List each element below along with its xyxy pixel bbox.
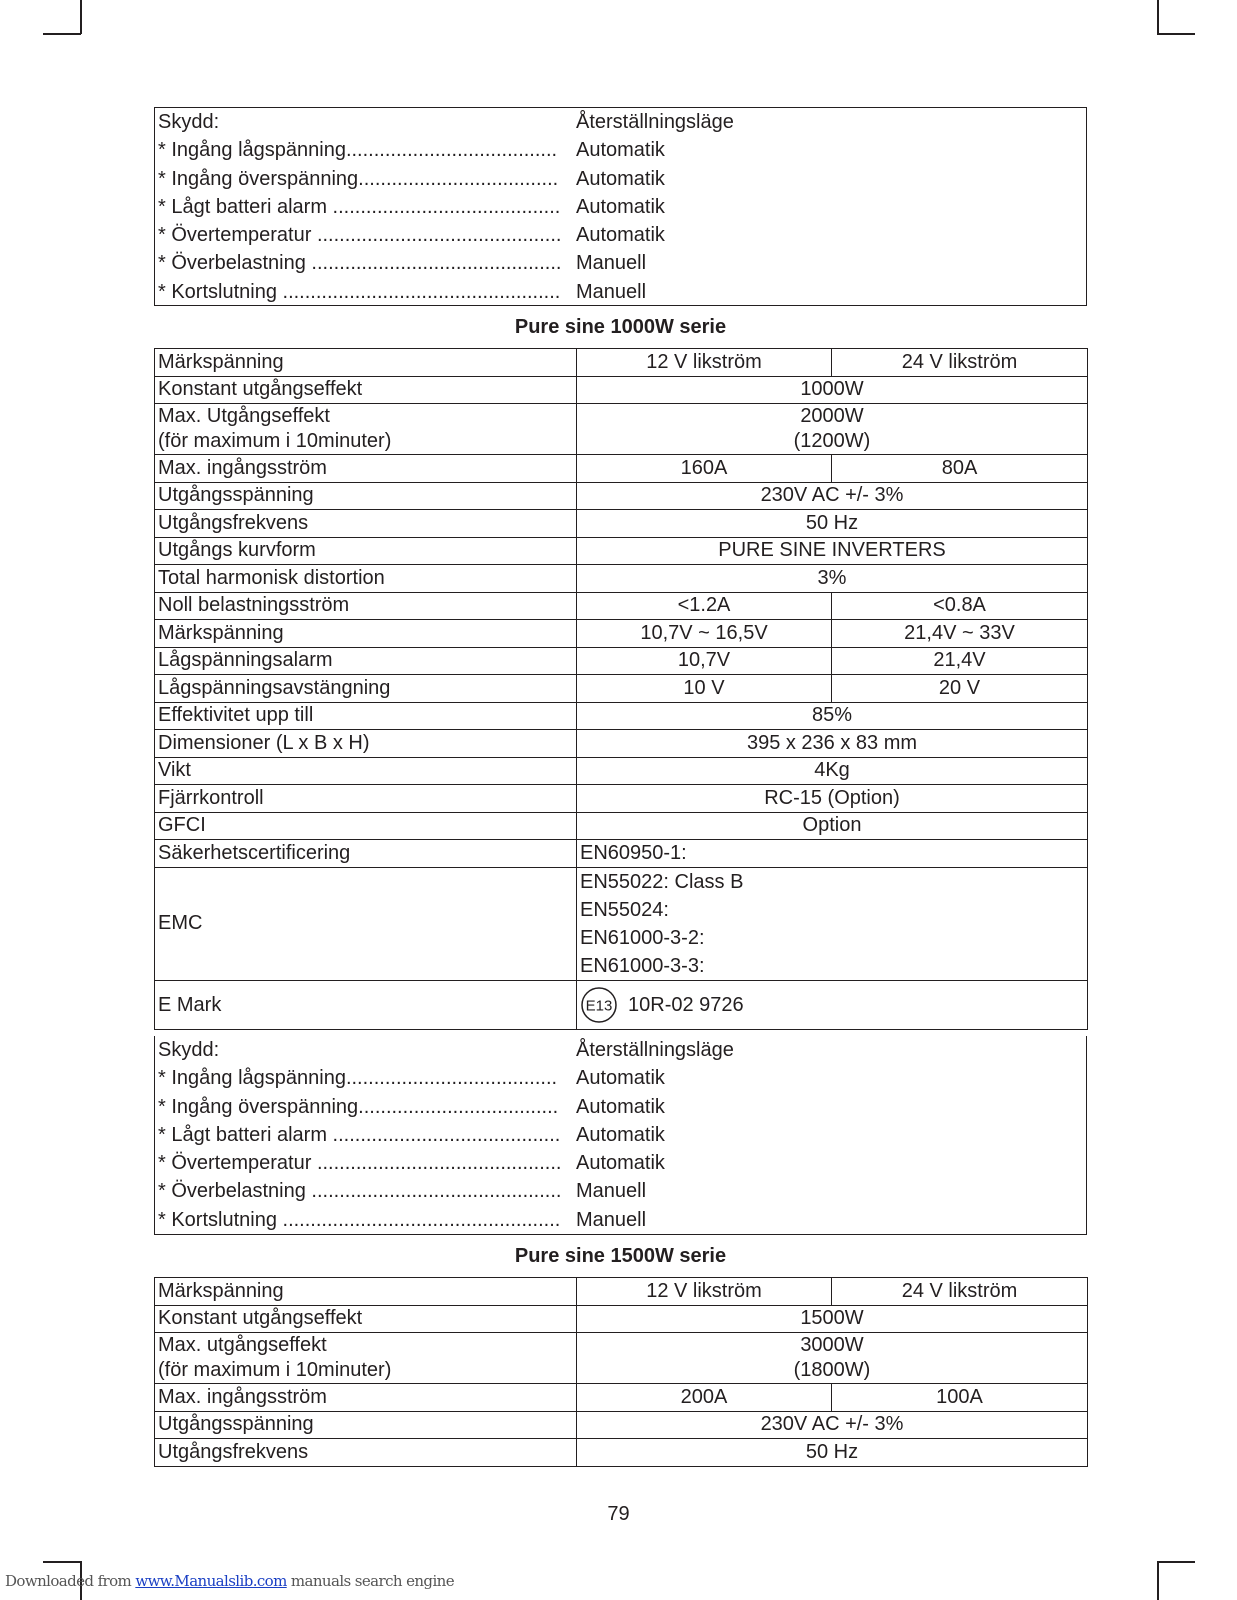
table-row (155, 840, 1088, 868)
spec-label: Noll belastningsström (155, 592, 577, 620)
protection-row (158, 278, 1083, 306)
table-row (155, 404, 1088, 455)
spec-value-12v: 12 V likström (577, 1278, 832, 1306)
spec-value: 395 x 236 x 83 mm (577, 730, 1088, 758)
protection-header (158, 1036, 1083, 1064)
crop-mark (80, 0, 82, 34)
protection-value: Automatik (576, 1123, 665, 1146)
spec-value-line: (1200W) (793, 430, 871, 452)
e-mark-icon (580, 986, 618, 1024)
protection-label: * Lågt batteri alarm ......................................... (158, 195, 561, 218)
protection-row (158, 1206, 1083, 1234)
table-row (155, 702, 1088, 730)
section-title-1000w: Pure sine 1000W serie (514, 316, 727, 338)
spec-label (155, 1333, 577, 1384)
spec-value: EN60950-1: (577, 840, 1088, 868)
spec-value-24v: 100A (832, 1384, 1088, 1412)
protection-block (154, 107, 1087, 306)
protection-label: * Ingång lågspänning...................................... (158, 139, 558, 162)
spec-label: Utgångsspänning (155, 1411, 577, 1439)
table-row (155, 482, 1088, 510)
protection-row (158, 1177, 1083, 1205)
spec-label: Fjärrkontroll (155, 785, 577, 813)
spec-value-12v: 160A (577, 455, 832, 483)
protection-row (158, 193, 1083, 221)
protection-value: Automatik (576, 1152, 665, 1175)
protection-value: Automatik (576, 195, 665, 218)
spec-value-24v: 21,4V ~ 33V (832, 620, 1088, 648)
spec-value (577, 404, 1088, 455)
protection-row (158, 1093, 1083, 1121)
table-row (155, 592, 1088, 620)
spec-label: E Mark (155, 981, 577, 1030)
spec-value: Option (577, 812, 1088, 840)
spec-value-12v: 10,7V ~ 16,5V (577, 620, 832, 648)
spec-table-1500w (154, 1277, 1087, 1467)
crop-mark (43, 33, 81, 35)
spec-value-24v: 21,4V (832, 647, 1088, 675)
manualslib-link[interactable]: www.Manualslib.com (135, 1572, 287, 1590)
table-row-emc (155, 867, 1088, 981)
protection-value: Automatik (576, 139, 665, 162)
spec-label: Märkspänning (155, 1278, 577, 1306)
spec-value (577, 1333, 1088, 1384)
protection-header (158, 108, 1083, 136)
spec-value: 1500W (577, 1305, 1088, 1333)
table-row (155, 1278, 1088, 1306)
spec-value-12v: 10 V (577, 675, 832, 703)
table-row (155, 376, 1088, 404)
emc-standard: EN61000-3-3: (580, 955, 705, 978)
table-row (155, 1384, 1088, 1412)
protection-value: Manuell (576, 1180, 647, 1203)
protection-label: * Ingång lågspänning...................................... (158, 1067, 558, 1090)
protection-value: Automatik (576, 224, 665, 247)
protection-value: Automatik (576, 1095, 665, 1118)
spec-label: EMC (155, 867, 577, 981)
protection-label: * Kortslutning .................................................. (158, 1208, 561, 1231)
spec-label: Säkerhetscertificering (155, 840, 577, 868)
table-row (155, 1411, 1088, 1439)
table-row (155, 647, 1088, 675)
protection-label: * Kortslutning .................................................. (158, 280, 561, 303)
protection-header-value: Återställningsläge (576, 1039, 734, 1061)
spec-label: Total harmonisk distortion (155, 565, 577, 593)
spec-value: 230V AC +/- 3% (577, 1411, 1088, 1439)
spec-value-24v: <0.8A (832, 592, 1088, 620)
spec-label: Utgångsfrekvens (155, 1439, 577, 1467)
emark-number: 10R-02 9726 (628, 993, 744, 1016)
spec-label: Max. ingångsström (155, 1384, 577, 1412)
spec-value-line: 3000W (800, 1334, 864, 1356)
page-number: 79 (607, 1503, 630, 1525)
crop-mark (1157, 1561, 1195, 1563)
protection-label: * Övertemperatur ............................................ (158, 1152, 562, 1175)
spec-label: Lågspänningsavstängning (155, 675, 577, 703)
spec-value-24v: 24 V likström (832, 1278, 1088, 1306)
table-row (155, 785, 1088, 813)
protection-header-label: Skydd: (158, 111, 220, 133)
protection-value: Automatik (576, 1067, 665, 1090)
table-row (155, 349, 1088, 377)
protection-label: * Ingång överspänning.................................... (158, 167, 559, 190)
spec-label-line: Max. utgångseffekt (158, 1334, 327, 1356)
spec-label: Utgångs kurvform (155, 537, 577, 565)
spec-label: Lågspänningsalarm (155, 647, 577, 675)
table-row (155, 1439, 1088, 1467)
spec-label: GFCI (155, 812, 577, 840)
spec-label: Vikt (155, 757, 577, 785)
table-row (155, 510, 1088, 538)
spec-value-12v: <1.2A (577, 592, 832, 620)
spec-value: 85% (577, 702, 1088, 730)
emc-standard: EN55022: Class B (580, 870, 744, 893)
spec-label (155, 404, 577, 455)
spec-value: 1000W (577, 376, 1088, 404)
protection-block (154, 1036, 1087, 1235)
spec-value-24v: 80A (832, 455, 1088, 483)
spec-label: Effektivitet upp till (155, 702, 577, 730)
crop-mark (43, 1561, 81, 1563)
spec-value-line: (1800W) (793, 1359, 871, 1381)
spec-label: Konstant utgångseffekt (155, 376, 577, 404)
table-row (155, 537, 1088, 565)
table-row (155, 620, 1088, 648)
protection-label: * Överbelastning ............................................. (158, 1180, 562, 1203)
spec-value: 50 Hz (577, 510, 1088, 538)
spec-value-12v: 200A (577, 1384, 832, 1412)
spec-value-12v: 12 V likström (577, 349, 832, 377)
table-row (155, 812, 1088, 840)
table-row-emark (155, 981, 1088, 1030)
table-row (155, 565, 1088, 593)
protection-row (158, 136, 1083, 164)
protection-header-label: Skydd: (158, 1039, 220, 1061)
protection-label: * Ingång överspänning.................................... (158, 1095, 559, 1118)
spec-label: Dimensioner (L x B x H) (155, 730, 577, 758)
crop-mark (1157, 0, 1159, 34)
spec-table-1000w (154, 348, 1087, 1030)
protection-label: * Övertemperatur ............................................ (158, 224, 562, 247)
spec-value-24v: 24 V likström (832, 349, 1088, 377)
protection-value: Manuell (576, 280, 647, 303)
protection-row (158, 1149, 1083, 1177)
crop-mark (1157, 33, 1195, 35)
protection-row (158, 249, 1083, 277)
table-row (155, 675, 1088, 703)
table-row (155, 1333, 1088, 1384)
emc-standard: EN55024: (580, 898, 669, 921)
spec-label: Utgångsfrekvens (155, 510, 577, 538)
emc-standard: EN61000-3-2: (580, 926, 705, 949)
spec-value: PURE SINE INVERTERS (577, 537, 1088, 565)
spec-label: Märkspänning (155, 349, 577, 377)
spec-label-line: Max. Utgångseffekt (158, 405, 330, 427)
spec-value-24v: 20 V (832, 675, 1088, 703)
section-title-1500w: Pure sine 1500W serie (514, 1245, 727, 1267)
footer-prefix: Downloaded from (5, 1572, 136, 1590)
emark-value-cell (577, 981, 1088, 1030)
spec-label: Max. ingångsström (155, 455, 577, 483)
spec-label: Konstant utgångseffekt (155, 1305, 577, 1333)
e-mark-symbol: E13 (585, 997, 613, 1015)
table-row (155, 757, 1088, 785)
spec-value: RC-15 (Option) (577, 785, 1088, 813)
spec-value-line: 2000W (800, 405, 864, 427)
protection-row (158, 165, 1083, 193)
emc-values (577, 867, 1088, 981)
spec-value: 50 Hz (577, 1439, 1088, 1467)
protection-row (158, 221, 1083, 249)
protection-value: Manuell (576, 252, 647, 275)
protection-row (158, 1064, 1083, 1092)
spec-value-12v: 10,7V (577, 647, 832, 675)
crop-mark (1157, 1561, 1159, 1600)
table-row (155, 1305, 1088, 1333)
spec-label-line: (för maximum i 10minuter) (158, 1359, 392, 1381)
protection-value: Automatik (576, 167, 665, 190)
spec-label: Märkspänning (155, 620, 577, 648)
spec-label-line: (för maximum i 10minuter) (158, 430, 392, 452)
footer-suffix: manuals search engine (286, 1572, 454, 1590)
spec-value: 4Kg (577, 757, 1088, 785)
spec-label: Utgångsspänning (155, 482, 577, 510)
table-row (155, 730, 1088, 758)
protection-header-value: Återställningsläge (576, 111, 734, 133)
protection-label: * Överbelastning ............................................. (158, 252, 562, 275)
download-footer (5, 1572, 454, 1590)
spec-value: 3% (577, 565, 1088, 593)
protection-label: * Lågt batteri alarm ......................................... (158, 1123, 561, 1146)
protection-value: Manuell (576, 1208, 647, 1231)
spec-value: 230V AC +/- 3% (577, 482, 1088, 510)
protection-row (158, 1121, 1083, 1149)
table-row (155, 455, 1088, 483)
